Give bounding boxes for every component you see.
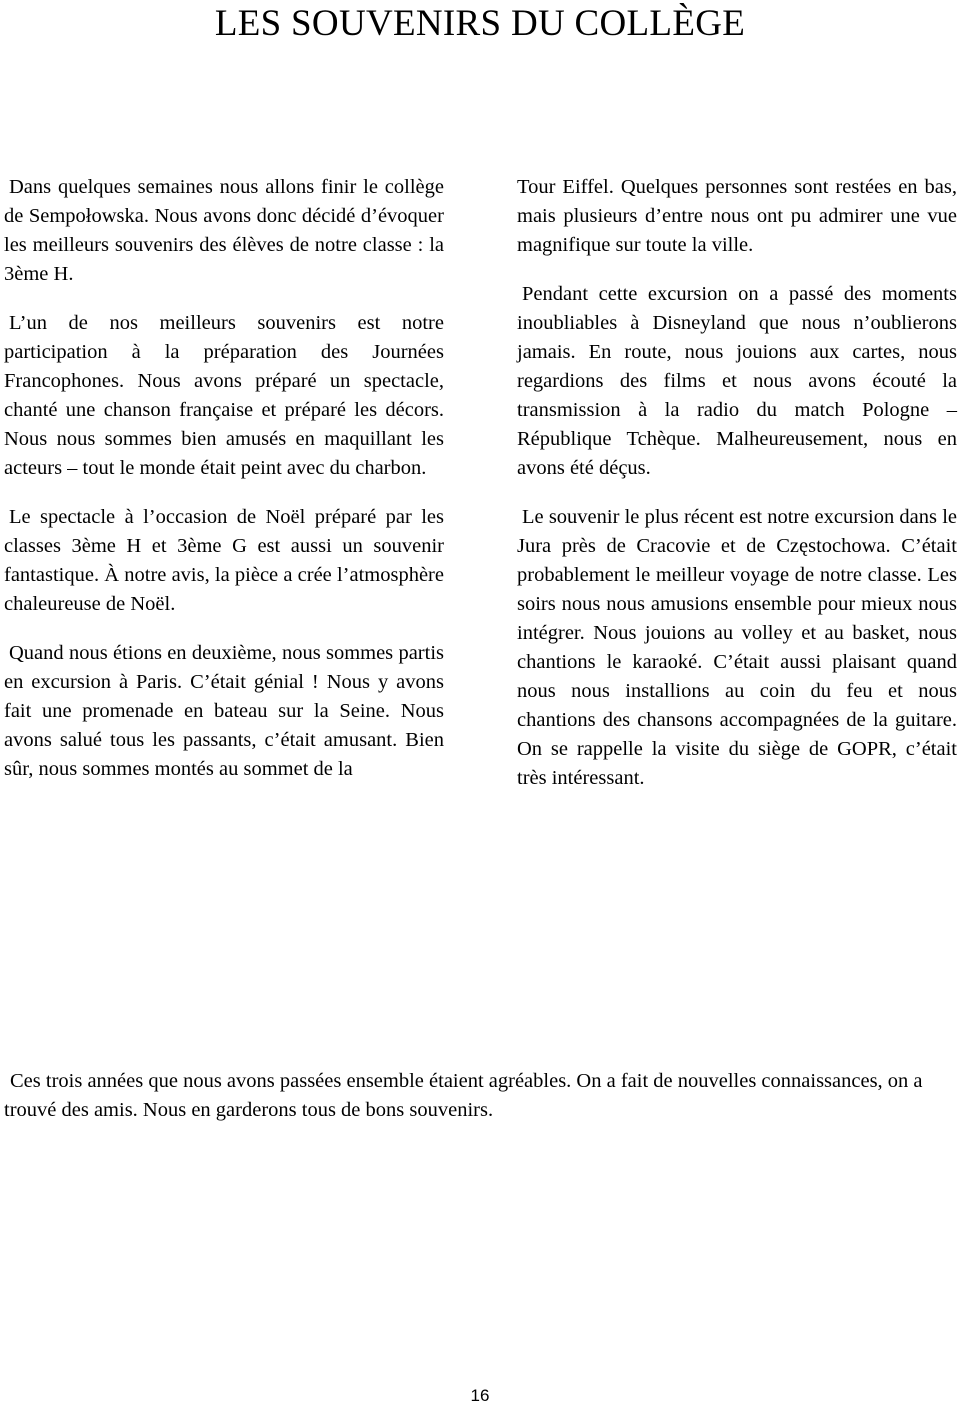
page-number: 16 <box>470 1386 490 1405</box>
paragraph-excursion-paris: Quand nous étions en deuxième, nous sommes partis en excursion à Paris. C’était génial ! Nous y avons fait une promenade en bateau sur la Seine. Nous avons salué tous les passants, c’était amusant. Bien sûr, nous sommes montés au sommet de la <box>4 642 444 780</box>
paragraph-journees-francophones: L’un de nos meilleurs souvenirs est notre participation à la préparation des Journées Francophones. Nous avons préparé un spectacle, chanté une chanson française et préparé les décors. Nous nous sommes bien amusés en maquillant les acteurs – tout le monde était peint avec du charbon. <box>4 312 444 479</box>
left-column <box>4 173 444 804</box>
page-title: LES SOUVENIRS DU COLLÈGE <box>214 3 746 44</box>
right-column <box>517 173 957 813</box>
paragraph-intro: Dans quelques semaines nous allons finir le collège de Sempołowska. Nous avons donc décidé d’évoquer les meilleurs souvenirs des élèves de notre classe : la 3ème H. <box>4 176 444 285</box>
paragraph-spectacle-noel: Le spectacle à l’occasion de Noël préparé par les classes 3ème H et 3ème G est aussi un souvenir fantastique. À notre avis, la pièce a crée l’atmosphère chaleureuse de Noël. <box>4 506 444 615</box>
closing-paragraph: Ces trois années que nous avons passées ensemble étaient agréables. On a fait de nouvelles connaissances, on a trouvé des amis. Nous en garderons tous de bons souvenirs. <box>4 1070 923 1121</box>
paragraph-disneyland: Pendant cette excursion on a passé des moments inoubliables à Disneyland que nous n’oublierons jamais. En route, nous jouions aux cartes, nous regardions des films et nous avons écouté la transmission à la radio du match Pologne – République Tchèque. Malheureusement, nous en avons été déçus. <box>517 283 957 479</box>
paragraph-excursion-jura: Le souvenir le plus récent est notre excursion dans le Jura près de Cracovie et de Częstochowa. C’était probablement le meilleur voyage de notre classe. Les soirs nous nous amusions ensemble pour mieux nous intégrer. Nous jouions au volley et au basket, nous chantions le karaoké. C’était aussi plaisant quand nous nous installions au coin du feu et nous chantions des chansons accompagnées de la guitare. On se rappelle la visite du siège de GOPR, c’était très intéressant. <box>517 506 957 789</box>
paragraph-tour-eiffel: Tour Eiffel. Quelques personnes sont restées en bas, mais plusieurs d’entre nous ont pu admirer une vue magnifique sur toute la ville. <box>517 176 957 256</box>
